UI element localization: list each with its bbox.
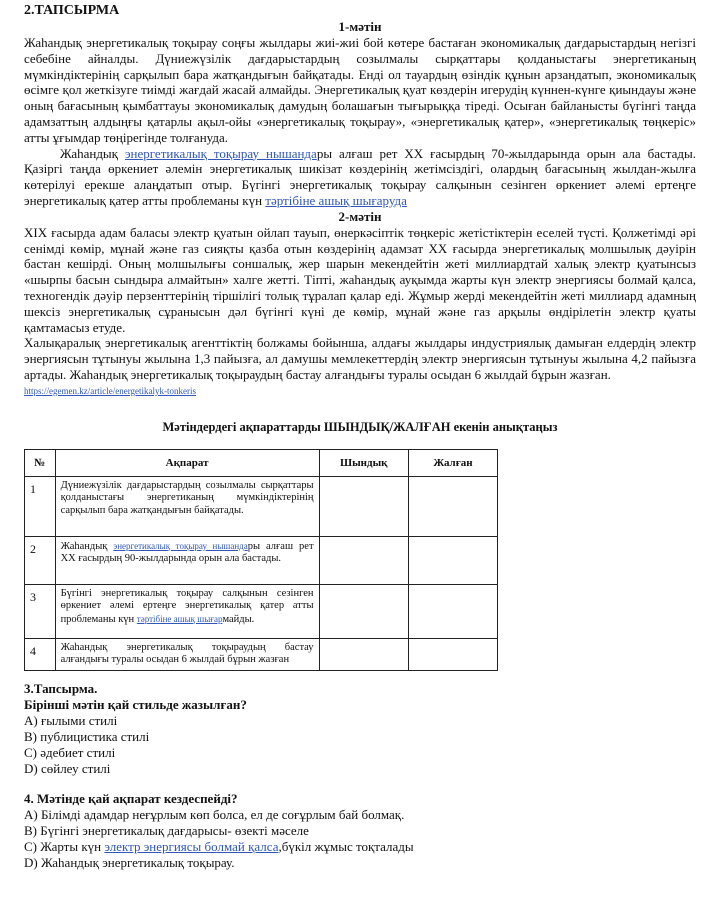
- option-c-start: C) Жарты күн: [24, 838, 105, 854]
- document-page: [24, 0, 696, 871]
- task2-title: 2.ТАПСЫРМА: [24, 3, 120, 18]
- true-false-table: [24, 449, 498, 671]
- table-row: [25, 536, 498, 584]
- row-number: 3: [25, 584, 56, 638]
- text2-paragraph-1: ХІХ ғасырда адам баласы электр қуатын ойлап тауып, өнеркәсіптік төңкеріс жетістіктерін еселей түсті. Қолжетімді әрі сенімді көмір, мұнай және газ сияқты қазба отын көздерінің адамзат ХХ ғасырда энергетикалық молшылық дәуірін бастан кешірді. Оның молшылығы соншалық, жер шарын мекендейтін жеті миллиардтай халық электр қуатынсыз «шырпы басын сындыра алмайтын» халге жетті. Тіпті, жаһандық ауқымда жарты күн электр энергиясы болмай қалса, техногендік дәуір перзенттерінің тіршілігі толық тұралап қалар еді. Жұмыр жерді мекендейтін жеті миллиард адамның шексіз энергетикалық сұранысын дәл бүгінгі күні де көмір, мұнай және газ арқылы өндірілетін электр қуаты қамтамасыз етуде.: [24, 224, 696, 335]
- row-text: Бүгінгі энергетикалық тоқырау салқынын сезінген өркениет әлемі ертеңге энергетикалық қатер атты проблеманы күн: [60, 587, 314, 625]
- task4-option-d[interactable]: D) Жаһандық энергетикалық тоқырау.: [24, 854, 235, 870]
- text2-title: 2-мәтін: [338, 208, 382, 224]
- row-statement: [55, 584, 319, 638]
- text2-paragraph-2: Халықаралық энергетикалық агенттіктің болжамы бойынша, алдағы жылдары индустриялық дамыған елдердің электр энергиясын тұтынуы жылына 1,3 пайызға, ал дамушы мемлекеттердің электр энергиясын тұтынуы жылына 4,2 пайызға артады. Жаһандық энергетикалық тоқыраудың бастау алғандығы туралы осыдан 6 жылдай бұрын жазған.: [24, 335, 696, 382]
- task4-block: [24, 791, 696, 871]
- header-info: Ақпарат: [55, 449, 319, 476]
- header-number: №: [25, 449, 56, 476]
- true-cell[interactable]: [319, 476, 408, 536]
- row-text-end: ры алғаш рет ХХ ғасырдың 90-жылдарында орын ала бастады.: [60, 540, 314, 565]
- text1-paragraph-2: [24, 146, 696, 209]
- false-cell[interactable]: [408, 476, 497, 536]
- task3-option-a[interactable]: A) ғылыми стилі: [24, 712, 118, 728]
- table-header-row: [25, 449, 498, 476]
- false-cell[interactable]: [408, 584, 497, 638]
- false-cell[interactable]: [408, 536, 497, 584]
- row-statement: [55, 536, 319, 584]
- row-number: 4: [25, 638, 56, 670]
- row-text-end: майды.: [222, 613, 255, 625]
- row-text: Дүниежүзілік дағдарыстардың созылмалы сырқаттары қолданыстағы энергетиканың мүмкіндіктерінің сарқылып бара жатқандығын байқатады.: [60, 479, 314, 516]
- header-false: Жалған: [408, 449, 497, 476]
- table-row: [25, 584, 498, 638]
- false-cell[interactable]: [408, 638, 497, 670]
- task4-question: 4. Мәтінде қай ақпарат кездеспейді?: [24, 790, 238, 806]
- text1-p2-link2[interactable]: тәртібіне ашық шығаруда: [265, 192, 407, 208]
- true-cell[interactable]: [319, 536, 408, 584]
- row-statement: [55, 638, 319, 670]
- text1-paragraph-1: Жаһандық энергетикалық тоқырау соңғы жылдары жиі-жиі бой көтере бастаған экономикалық дағдарыстардың негізгі себебіне айналды. Дүниежүзілік дағдарыстардың созылмалы сырқаттары қолданыстағы энергетиканың мүмкіндіктерінің сарқылып бара жатқандығын байқатады. Енді ол тауардың өзіндік құнын арзандатып, экономикалық өсімге қол жеткізуге тиімді жағдай жасай алмайды. Энергетикалық қуат көздерін игерудің күннен-күнге қиындауы және оның бағасының қымбаттауы экономикалық дамудың болашағын тығырыққа тіреді. Осыған байланысты бүгінгі таңда адамзаттың алдыңғы қатарлы ақыл-ойы «энергетикалық тоқырау», «энергетикалық қатер», «энергетикалық төңкеріс» атты ұғымдар төңірегінде толғануда.: [24, 35, 696, 145]
- table-row: [25, 638, 498, 670]
- source-link[interactable]: https://egemen.kz/article/energetikalyk-tonkeris: [24, 385, 197, 396]
- true-cell[interactable]: [319, 638, 408, 670]
- text1-p2-middle: ры алғаш рет ХХ ғасырдың 70-жылдарында орын ала бастады. Қазіргі таңда өркениет әлемін энергетикалық шикізат көздерінің жетімсіздігі, олардың бағасының жылдан-жылға көтерілуі ерекше алаңдатып отыр. Бүгінгі энергетикалық тоқырау салқынын сезінген өркениет әлемі ертеңге энергетикалық қатер атты проблеманы күн: [24, 145, 696, 208]
- task3-option-c[interactable]: C) әдебиет стилі: [24, 744, 116, 760]
- true-cell[interactable]: [319, 584, 408, 638]
- header-true: Шындық: [319, 449, 408, 476]
- task3-question: Бірінші мәтін қай стильде жазылған?: [24, 696, 247, 712]
- text1-title: 1-мәтін: [338, 19, 382, 34]
- row-number: 2: [25, 536, 56, 584]
- task3-block: [24, 681, 696, 777]
- text1-p2-start: Жаһандық: [60, 145, 125, 161]
- row-number: 1: [25, 476, 56, 536]
- task3-option-d[interactable]: D) сөйлеу стилі: [24, 760, 111, 776]
- table-title: Мәтіндердегі ақпараттарды ШЫНДЫҚ/ЖАЛҒАН екенін анықтаңыз: [162, 419, 558, 434]
- task3-option-b[interactable]: B) публицистика стилі: [24, 728, 150, 744]
- row-text: Жаһандық энергетикалық тоқыраудың бастау алғандығы туралы осыдан 6 жылдай бұрын жазған: [60, 641, 314, 666]
- task4-option-c[interactable]: [24, 839, 696, 855]
- task4-option-a[interactable]: A) Білімді адамдар неғұрлым көп болса, ел де соғұрлым бай болмақ.: [24, 806, 405, 822]
- option-c-link[interactable]: электр энергиясы болмай қалса: [104, 838, 279, 854]
- row-statement: [55, 476, 319, 536]
- row-link[interactable]: энергетикалық тоқырау нышанда: [113, 540, 248, 551]
- table-row: [25, 476, 498, 536]
- task3-title: 3.Тапсырма.: [24, 680, 98, 696]
- row-link[interactable]: тәртібіне ашық шығар: [136, 613, 223, 624]
- text1-p2-link[interactable]: энергетикалық тоқырау нышанда: [124, 145, 317, 161]
- row-text: Жаһандық: [60, 540, 114, 552]
- option-c-end: ,бүкіл жұмыс тоқталады: [278, 838, 414, 854]
- task4-option-b[interactable]: B) Бүгінгі энергетикалық дағдарысы- өзекті мәселе: [24, 822, 309, 838]
